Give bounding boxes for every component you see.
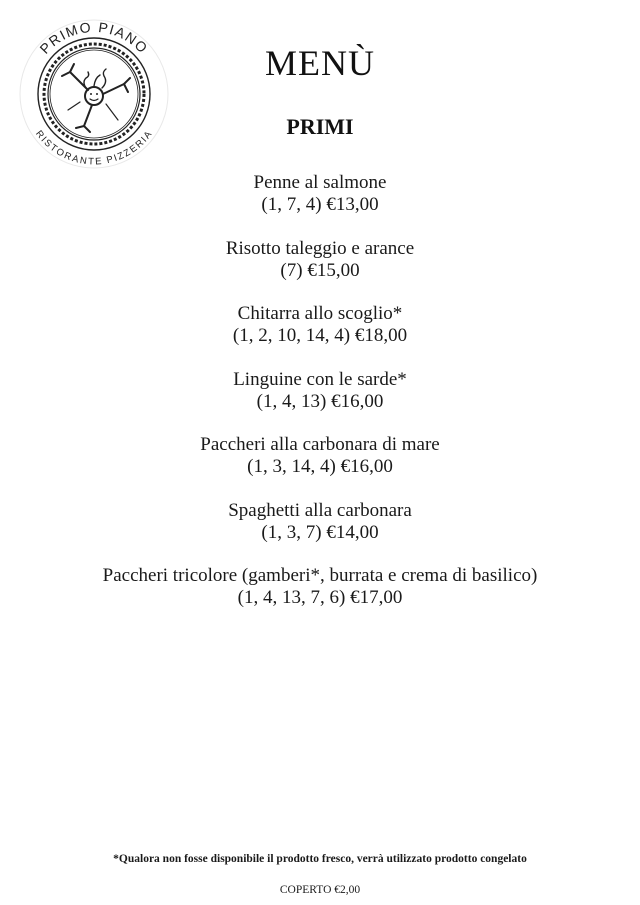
- menu-item-detail: (1, 4, 13, 7, 6) €17,00: [237, 587, 403, 608]
- menu-item-name: Linguine con le sarde*: [233, 368, 407, 390]
- menu-item-name: Paccheri tricolore (gamberi*, burrata e crema di basilico): [102, 565, 538, 586]
- menu-item-name: Risotto taleggio e arance: [225, 237, 415, 259]
- menu-item-name: Spaghetti alla carbonara: [228, 499, 412, 521]
- menu-item-detail: (1, 4, 13) €16,00: [256, 390, 384, 412]
- cover-charge: COPERTO €2,00: [279, 884, 361, 896]
- menu-item: [0, 434, 640, 500]
- logo-bottom-text: RISTORANTE PIZZERIA: [33, 128, 155, 168]
- menu-item: [0, 172, 640, 238]
- menu-item: [0, 303, 640, 369]
- menu-item-detail: (1, 3, 7) €14,00: [261, 521, 379, 543]
- menu-title: MENÙ: [265, 43, 375, 83]
- menu-item-name: Chitarra allo scoglio*: [237, 303, 403, 324]
- frozen-product-note: *Qualora non fosse disponibile il prodotto fresco, verrà utilizzato prodotto congelato: [113, 853, 527, 865]
- menu-item-detail: (1, 3, 14, 4) €16,00: [247, 456, 393, 477]
- section-heading: PRIMI: [286, 114, 354, 139]
- menu-list: [0, 172, 640, 631]
- menu-item: [0, 238, 640, 304]
- menu-item: [0, 369, 640, 435]
- logo-top-text: PRIMO PIANO: [36, 18, 152, 57]
- menu-item-detail: (1, 7, 4) €13,00: [261, 194, 379, 215]
- menu-item-detail: (7) €15,00: [280, 259, 360, 281]
- menu-item-detail: (1, 2, 10, 14, 4) €18,00: [232, 325, 408, 346]
- menu-item-name: Paccheri alla carbonara di mare: [200, 434, 440, 455]
- menu-item: [0, 500, 640, 566]
- logo-emblem: [18, 18, 170, 170]
- menu-item-name: Penne al salmone: [253, 172, 387, 193]
- menu-item: [0, 565, 640, 631]
- restaurant-logo: [18, 18, 170, 170]
